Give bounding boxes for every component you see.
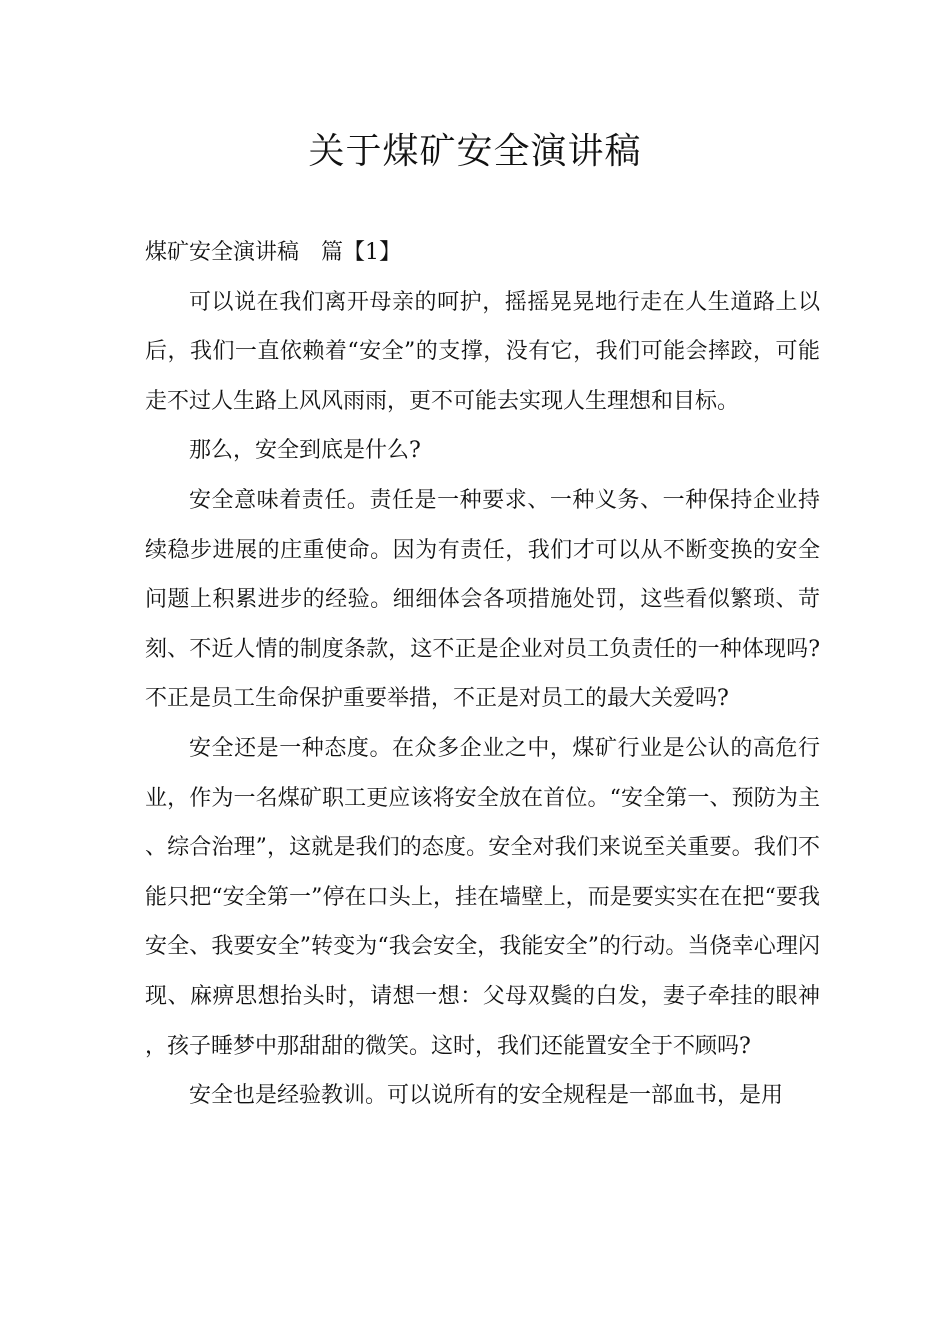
- document-title: 关于煤矿安全演讲稿: [308, 131, 642, 172]
- paragraph-1: 可以说在我们离开母亲的呵护，摇摇晃晃地行走在人生道路上以后，我们一直依赖着“安全”的支撑，没有它，我们可能会摔跤，可能走不过人生路上风风雨雨，更不可能去实现人生理想和目标。: [145, 289, 820, 414]
- paragraph-5: 安全也是经验教训。可以说所有的安全规程是一部血书，是用: [189, 1083, 784, 1109]
- paragraph-4: 安全还是一种态度。在众多企业之中，煤矿行业是公认的高危行业，作为一名煤矿职工更应该将安全放在首位。“安全第一、预防为主、综合治理”，这就是我们的态度。安全对我们来说至关重要。我们不能只把“安全第一”停在口头上，挂在墙壁上，而是要实实在在把“要我安全、我要安全”转变为“我会安全，我能安全”的行动。当侥幸心理闪现、麻痹思想抬头时，请想一想：父母双鬓的白发，妻子牵挂的眼神，孩子睡梦中那甜甜的微笑。这时，我们还能置安全于不顾吗?: [145, 735, 820, 1059]
- document-body: [145, 228, 820, 1121]
- paragraph-3: 安全意味着责任。责任是一种要求、一种义务、一种保持企业持续稳步进展的庄重使命。因为有责任，我们才可以从不断变换的安全问题上积累进步的经验。细细体会各项措施处罚，这些看似繁琐、苛刻、不近人情的制度条款，这不正是企业对员工负责任的一种体现吗?不正是员工生命保护重要举措，不正是对员工的最大关爱吗?: [145, 487, 820, 712]
- paragraph-2: 那么，安全到底是什么?: [189, 438, 421, 464]
- section-heading: 煤矿安全演讲稿 篇【1】: [145, 240, 401, 265]
